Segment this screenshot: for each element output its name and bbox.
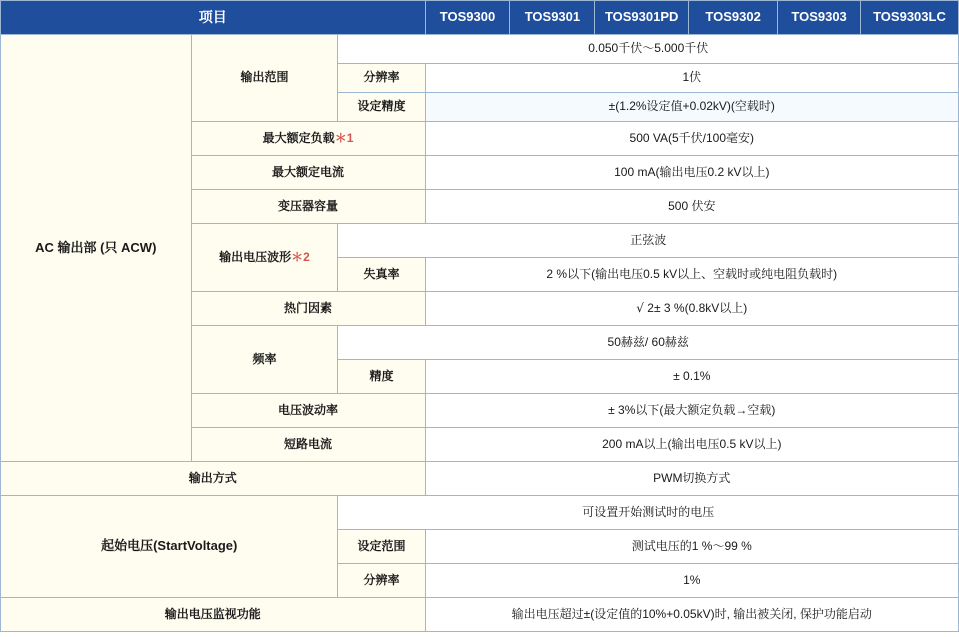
label-frequency: 频率 bbox=[191, 326, 338, 394]
header-model-tos9303: TOS9303 bbox=[778, 1, 861, 35]
value-short-circuit-current: 200 mA以上(输出电压0.5 kV以上) bbox=[425, 428, 958, 462]
label-max-rated-current: 最大额定电流 bbox=[191, 156, 425, 190]
value-voltage-fluctuation: ± 3%以下(最大额定负载→空载) bbox=[425, 394, 958, 428]
label-start-set-range: 设定范围 bbox=[338, 530, 425, 564]
value-max-rated-load: 500 VA(5千伏/100毫安) bbox=[425, 122, 958, 156]
header-model-tos9301pd: TOS9301PD bbox=[595, 1, 689, 35]
header-model-tos9300: TOS9300 bbox=[425, 1, 510, 35]
label-resolution: 分辨率 bbox=[338, 64, 425, 93]
label-short-circuit-current: 短路电流 bbox=[191, 428, 425, 462]
label-crest-factor: 热门因素 bbox=[191, 292, 425, 326]
value-output-waveform: 正弦波 bbox=[338, 224, 959, 258]
value-resolution: 1伏 bbox=[425, 64, 958, 93]
table-row bbox=[1, 496, 959, 530]
label-distortion: 失真率 bbox=[338, 258, 425, 292]
value-start-voltage: 可设置开始测试时的电压 bbox=[338, 496, 959, 530]
label-output-waveform bbox=[191, 224, 338, 292]
header-model-tos9301: TOS9301 bbox=[510, 1, 595, 35]
value-frequency: 50赫兹/ 60赫兹 bbox=[338, 326, 959, 360]
value-output-range: 0.050千伏～5.000千伏 bbox=[338, 35, 959, 64]
value-frequency-accuracy: ± 0.1% bbox=[425, 360, 958, 394]
header-item: 项目 bbox=[1, 1, 426, 35]
value-crest-factor bbox=[425, 292, 958, 326]
label-max-rated-load-text: 最大额定负载 bbox=[262, 130, 335, 145]
label-output-voltage-monitor: 输出电压监视功能 bbox=[1, 598, 426, 632]
footnote-marker-2: ＊2 bbox=[291, 249, 310, 264]
category-ac-output: AC 输出部 (只 ACW) bbox=[1, 35, 192, 462]
value-crest-factor-text: 2± 3 %(0.8kV以上) bbox=[647, 300, 748, 315]
value-transformer-capacity: 500 伏安 bbox=[425, 190, 958, 224]
value-setting-accuracy: ±(1.2%设定值+0.02kV)(空载时) bbox=[425, 93, 958, 122]
footnote-marker-1: ＊1 bbox=[334, 130, 354, 145]
label-output-range: 输出范围 bbox=[191, 35, 338, 122]
table-row bbox=[1, 598, 959, 632]
label-frequency-accuracy: 精度 bbox=[338, 360, 425, 394]
value-start-set-range: 测试电压的1 %～99 % bbox=[425, 530, 958, 564]
label-output-method: 输出方式 bbox=[1, 462, 426, 496]
label-voltage-fluctuation: 电压波动率 bbox=[191, 394, 425, 428]
value-start-resolution: 1% bbox=[425, 564, 958, 598]
value-distortion: 2 %以下(输出电压0.5 kV以上、空载时或纯电阻负载时) bbox=[425, 258, 958, 292]
table-row bbox=[1, 35, 959, 64]
value-max-rated-current: 100 mA(输出电压0.2 kV以上) bbox=[425, 156, 958, 190]
value-output-method: PWM切换方式 bbox=[425, 462, 958, 496]
value-output-voltage-monitor: 输出电压超过±(设定值的10%+0.05kV)时, 输出被关闭, 保护功能启动 bbox=[425, 598, 958, 632]
category-start-voltage: 起始电压(StartVoltage) bbox=[1, 496, 338, 598]
label-max-rated-load bbox=[191, 122, 425, 156]
label-start-resolution: 分辨率 bbox=[338, 564, 425, 598]
label-setting-accuracy: 设定精度 bbox=[338, 93, 425, 122]
header-model-tos9303lc: TOS9303LC bbox=[860, 1, 958, 35]
table-row bbox=[1, 462, 959, 496]
label-transformer-capacity: 变压器容量 bbox=[191, 190, 425, 224]
sqrt-symbol: √ bbox=[636, 300, 644, 315]
header-model-tos9302: TOS9302 bbox=[688, 1, 777, 35]
table-header-row bbox=[1, 1, 959, 35]
label-output-waveform-text: 输出电压波形 bbox=[219, 249, 292, 264]
